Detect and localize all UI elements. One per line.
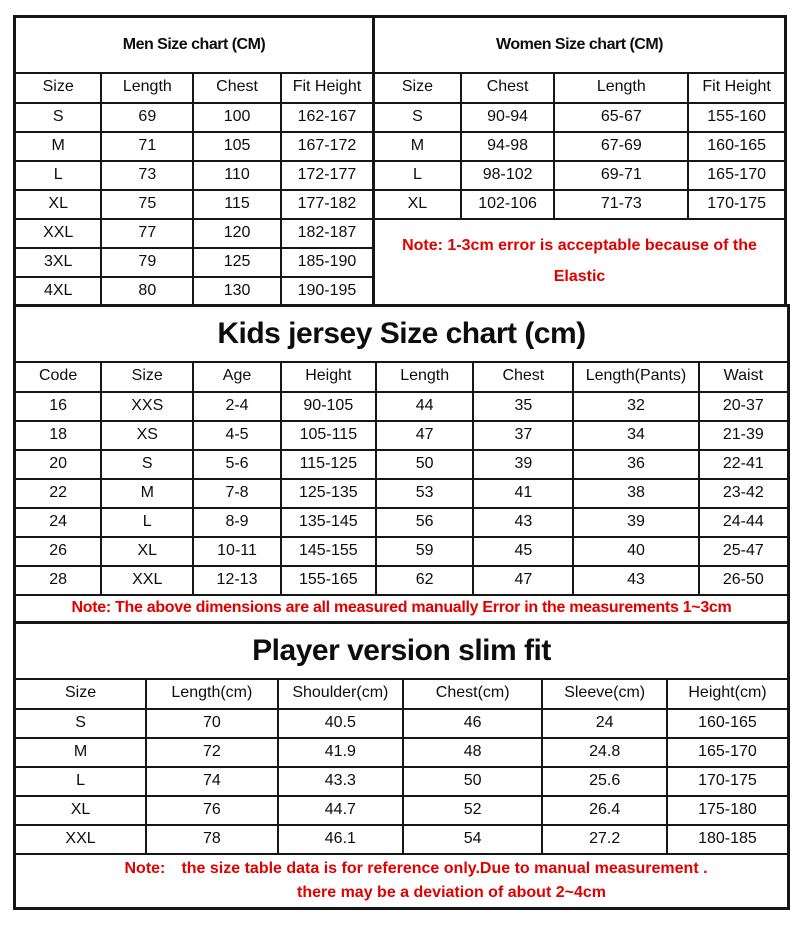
table-cell: 180-185 xyxy=(667,825,789,854)
table-row xyxy=(15,854,789,909)
column-header: Chest(cm) xyxy=(403,679,542,709)
table-cell: 26-50 xyxy=(699,566,789,595)
table-cell: 102-106 xyxy=(461,190,555,219)
table-cell: 36 xyxy=(573,450,698,479)
table-row xyxy=(15,623,789,679)
table-cell: 135-145 xyxy=(281,508,376,537)
column-header: Chest xyxy=(461,73,555,103)
table-cell: XXS xyxy=(101,392,193,421)
table-cell: 39 xyxy=(573,508,698,537)
table-cell: 120 xyxy=(193,219,281,248)
table-cell: 54 xyxy=(403,825,542,854)
table-cell: 162-167 xyxy=(281,103,374,132)
men-size-table xyxy=(13,15,375,307)
women-note-line2: Elastic xyxy=(553,267,606,285)
table-row xyxy=(374,219,786,306)
table-row xyxy=(15,103,374,132)
table-cell: 65-67 xyxy=(554,103,688,132)
table-cell: 62 xyxy=(376,566,474,595)
table-row xyxy=(15,421,789,450)
table-cell: XS xyxy=(101,421,193,450)
table-cell: 45 xyxy=(473,537,573,566)
table-cell: L xyxy=(15,767,147,796)
table-cell: 44.7 xyxy=(278,796,403,825)
table-cell: 50 xyxy=(403,767,542,796)
player-note-label: Note: xyxy=(124,859,166,877)
table-cell: 155-165 xyxy=(281,566,376,595)
table-cell: 40 xyxy=(573,537,698,566)
table-row xyxy=(15,190,374,219)
table-cell: 175-180 xyxy=(667,796,789,825)
table-cell: 73 xyxy=(101,161,193,190)
table-row xyxy=(15,825,789,854)
table-cell: 145-155 xyxy=(281,537,376,566)
player-note-line2: there may be a deviation of about 2~4cm xyxy=(297,883,606,901)
table-cell: 24-44 xyxy=(699,508,789,537)
kids-chart-title: Kids jersey Size chart (cm) xyxy=(15,306,789,362)
table-cell: 24 xyxy=(15,508,102,537)
table-cell: 125-135 xyxy=(281,479,376,508)
table-cell: 160-165 xyxy=(688,132,785,161)
table-row xyxy=(15,566,789,595)
column-header: Length xyxy=(101,73,193,103)
table-cell: 125 xyxy=(193,248,281,277)
table-cell: 39 xyxy=(473,450,573,479)
column-header: Length(cm) xyxy=(146,679,278,709)
table-row xyxy=(374,17,786,73)
column-header: Length xyxy=(376,362,474,392)
table-cell: 20-37 xyxy=(699,392,789,421)
table-cell: 40.5 xyxy=(278,709,403,738)
table-cell: 67-69 xyxy=(554,132,688,161)
table-cell: 5-6 xyxy=(193,450,280,479)
table-cell: 77 xyxy=(101,219,193,248)
table-row xyxy=(15,595,789,623)
table-cell: 7-8 xyxy=(193,479,280,508)
player-chart-title: Player version slim fit xyxy=(15,623,789,679)
table-cell: 46.1 xyxy=(278,825,403,854)
women-size-table xyxy=(372,15,787,307)
table-cell: 41.9 xyxy=(278,738,403,767)
table-cell: 22-41 xyxy=(699,450,789,479)
table-cell: 172-177 xyxy=(281,161,374,190)
column-header: Size xyxy=(15,679,147,709)
table-cell: 43 xyxy=(473,508,573,537)
table-cell: M xyxy=(374,132,461,161)
table-header-row xyxy=(15,679,789,709)
table-cell: 10-11 xyxy=(193,537,280,566)
table-row xyxy=(15,306,789,362)
table-cell: 22 xyxy=(15,479,102,508)
table-cell: 2-4 xyxy=(193,392,280,421)
table-cell: 69-71 xyxy=(554,161,688,190)
table-row xyxy=(15,738,789,767)
table-row xyxy=(374,161,786,190)
table-cell: 190-195 xyxy=(281,277,374,306)
table-row xyxy=(15,450,789,479)
table-cell: 59 xyxy=(376,537,474,566)
table-cell: M xyxy=(101,479,193,508)
table-row xyxy=(15,709,789,738)
table-cell: L xyxy=(101,508,193,537)
table-cell: 27.2 xyxy=(542,825,667,854)
table-cell: 79 xyxy=(101,248,193,277)
table-row xyxy=(15,537,789,566)
column-header: Chest xyxy=(193,73,281,103)
table-row xyxy=(15,248,374,277)
table-cell: 47 xyxy=(473,566,573,595)
women-note-line1: Note: 1-3cm error is acceptable because of the xyxy=(402,237,757,255)
table-row xyxy=(374,132,786,161)
player-note xyxy=(15,854,789,909)
table-cell: 23-42 xyxy=(699,479,789,508)
table-cell: 78 xyxy=(146,825,278,854)
table-cell: 48 xyxy=(403,738,542,767)
table-row xyxy=(15,161,374,190)
table-cell: 90-105 xyxy=(281,392,376,421)
column-header: Size xyxy=(101,362,193,392)
table-cell: XXL xyxy=(15,219,102,248)
women-chart-title: Women Size chart (CM) xyxy=(374,17,786,73)
table-cell: 80 xyxy=(101,277,193,306)
table-cell: 18 xyxy=(15,421,102,450)
table-cell: L xyxy=(15,161,102,190)
table-cell: 28 xyxy=(15,566,102,595)
table-row xyxy=(15,277,374,306)
table-cell: 177-182 xyxy=(281,190,374,219)
table-cell: 50 xyxy=(376,450,474,479)
table-cell: XL xyxy=(15,796,147,825)
column-header: Size xyxy=(374,73,461,103)
table-cell: 130 xyxy=(193,277,281,306)
table-cell: 115 xyxy=(193,190,281,219)
table-cell: 170-175 xyxy=(688,190,785,219)
table-cell: 105-115 xyxy=(281,421,376,450)
table-cell: 110 xyxy=(193,161,281,190)
table-cell: 182-187 xyxy=(281,219,374,248)
table-cell: 26.4 xyxy=(542,796,667,825)
table-cell: 155-160 xyxy=(688,103,785,132)
player-note-text: the size table data is for reference only.Due to manual measurement . xyxy=(181,859,708,877)
table-cell: 185-190 xyxy=(281,248,374,277)
column-header: Sleeve(cm) xyxy=(542,679,667,709)
table-row xyxy=(15,17,374,73)
column-header: Waist xyxy=(699,362,789,392)
table-cell: 4-5 xyxy=(193,421,280,450)
table-cell: 41 xyxy=(473,479,573,508)
column-header: Code xyxy=(15,362,102,392)
table-cell: XXL xyxy=(15,825,147,854)
table-cell: XL xyxy=(15,190,102,219)
table-cell: 20 xyxy=(15,450,102,479)
table-cell: 4XL xyxy=(15,277,102,306)
table-cell: 115-125 xyxy=(281,450,376,479)
column-header: Shoulder(cm) xyxy=(278,679,403,709)
men-chart-title: Men Size chart (CM) xyxy=(15,17,374,73)
table-cell: S xyxy=(374,103,461,132)
table-cell: 21-39 xyxy=(699,421,789,450)
column-header: Age xyxy=(193,362,280,392)
column-header: Fit Height xyxy=(688,73,785,103)
column-header: Height(cm) xyxy=(667,679,789,709)
player-note-line1 xyxy=(16,857,787,881)
table-cell: 167-172 xyxy=(281,132,374,161)
table-cell: 90-94 xyxy=(461,103,555,132)
table-cell: 69 xyxy=(101,103,193,132)
table-cell: 35 xyxy=(473,392,573,421)
table-cell: 52 xyxy=(403,796,542,825)
table-cell: L xyxy=(374,161,461,190)
table-cell: 47 xyxy=(376,421,474,450)
table-cell: 3XL xyxy=(15,248,102,277)
kids-size-table xyxy=(13,304,790,624)
table-cell: 25.6 xyxy=(542,767,667,796)
table-cell: 165-170 xyxy=(667,738,789,767)
table-row xyxy=(15,767,789,796)
table-cell: 32 xyxy=(573,392,698,421)
table-cell: 160-165 xyxy=(667,709,789,738)
table-cell: 37 xyxy=(473,421,573,450)
column-header: Size xyxy=(15,73,102,103)
top-section xyxy=(13,15,790,307)
table-cell: XXL xyxy=(101,566,193,595)
table-cell: 74 xyxy=(146,767,278,796)
table-cell: 170-175 xyxy=(667,767,789,796)
women-note xyxy=(374,219,786,306)
table-cell: M xyxy=(15,132,102,161)
table-cell: 8-9 xyxy=(193,508,280,537)
table-header-row xyxy=(374,73,786,103)
column-header: Chest xyxy=(473,362,573,392)
table-cell: 53 xyxy=(376,479,474,508)
table-cell: M xyxy=(15,738,147,767)
table-cell: 75 xyxy=(101,190,193,219)
table-row xyxy=(15,508,789,537)
table-cell: S xyxy=(101,450,193,479)
table-cell: S xyxy=(15,709,147,738)
table-cell: 25-47 xyxy=(699,537,789,566)
table-cell: 24.8 xyxy=(542,738,667,767)
table-row xyxy=(374,103,786,132)
kids-note: Note: The above dimensions are all measured manually Error in the measurements 1~3cm xyxy=(15,595,789,623)
table-cell: 98-102 xyxy=(461,161,555,190)
table-cell: XL xyxy=(374,190,461,219)
table-header-row xyxy=(15,362,789,392)
table-row xyxy=(15,392,789,421)
table-cell: 71 xyxy=(101,132,193,161)
table-cell: 34 xyxy=(573,421,698,450)
table-cell: 46 xyxy=(403,709,542,738)
table-cell: 43 xyxy=(573,566,698,595)
table-cell: 43.3 xyxy=(278,767,403,796)
column-header: Height xyxy=(281,362,376,392)
table-cell: 105 xyxy=(193,132,281,161)
table-cell: 76 xyxy=(146,796,278,825)
table-cell: 70 xyxy=(146,709,278,738)
table-row xyxy=(15,796,789,825)
table-header-row xyxy=(15,73,374,103)
table-cell: 165-170 xyxy=(688,161,785,190)
table-cell: 26 xyxy=(15,537,102,566)
table-cell: 71-73 xyxy=(554,190,688,219)
table-row xyxy=(15,479,789,508)
column-header: Length xyxy=(554,73,688,103)
table-cell: S xyxy=(15,103,102,132)
column-header: Length(Pants) xyxy=(573,362,698,392)
table-row xyxy=(15,132,374,161)
table-cell: 94-98 xyxy=(461,132,555,161)
table-row xyxy=(374,190,786,219)
table-cell: 56 xyxy=(376,508,474,537)
table-row xyxy=(15,219,374,248)
table-cell: 16 xyxy=(15,392,102,421)
table-cell: XL xyxy=(101,537,193,566)
column-header: Fit Height xyxy=(281,73,374,103)
table-cell: 38 xyxy=(573,479,698,508)
table-cell: 24 xyxy=(542,709,667,738)
player-size-table xyxy=(13,621,790,910)
table-cell: 72 xyxy=(146,738,278,767)
table-cell: 44 xyxy=(376,392,474,421)
table-cell: 100 xyxy=(193,103,281,132)
table-cell: 12-13 xyxy=(193,566,280,595)
